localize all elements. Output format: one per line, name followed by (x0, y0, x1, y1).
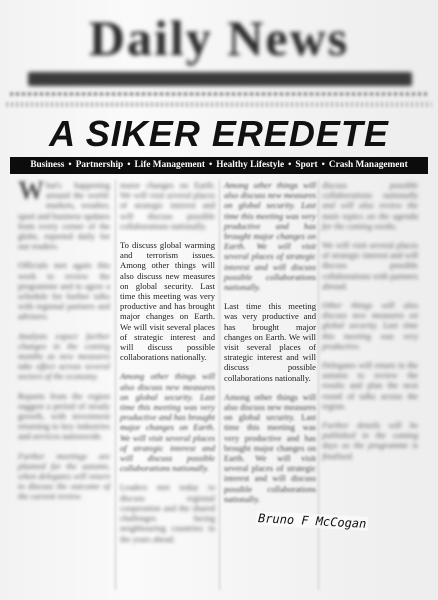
column-2-paragraph: To discuss global warming and terrorism issues. Among other things will also discuss new measures on global security. Last time this meeting was very productive and has brought major changes on Earth. We will visit several places of strategic interest and will discuss possible collaborations nationally. (120, 240, 215, 363)
category-item: Crash Management (328, 160, 408, 170)
category-item: Life Management (134, 160, 205, 170)
category-item: Partnership (75, 160, 124, 170)
headline: A SIKER EREDETE (49, 113, 389, 154)
signature: Bruno F McCogan (257, 511, 367, 531)
category-separator: • (127, 160, 131, 170)
column-3-paragraph-top: Among other things will also discuss new measures on global security. Last time this meeting was very productive and has brought major changes on Earth. We will visit several places of strategic interest and will discuss possible collaborations nationally. (224, 180, 316, 293)
column-3-paragraph: Last time this meeting was very productive and has brought major changes on Earth. We will visit several places of strategic interest and will discuss possible collaborations nationally. (224, 301, 316, 383)
column-2-paragraph-italic: Among other things will also discuss new measures on global security. Last time this meeting was very productive and has brought major changes on Earth. We will visit several places of strategic interest and will discuss possible collaborations nationally. (120, 371, 215, 474)
masthead-bar (28, 72, 412, 86)
category-separator: • (321, 160, 325, 170)
category-separator: • (208, 160, 213, 170)
column-2: maior changes on Earth. We will visit several places of strategic interest and will discuss possible collaborations nationally. To discuss global warming and terrorism issues. Among other things will also discuss new measures on global security. Last time this meeting was very productive and has brought major changes on Earth. We will visit several places of strategic interest and will discuss possible collaborations nationally. Among other things will also discuss new measures on global security. Last time this meeting was very productive and has brought major changes on Earth. We will visit several places of strategic interest and will discuss possible collaborations nationally. Leaders met today to discuss regional cooperation and the shared challenges facing neighbouring countries in the years ahead. (120, 180, 215, 544)
category-item: Sport (295, 160, 318, 170)
column-gutter (318, 180, 319, 590)
category-separator: • (288, 160, 292, 170)
column-3-paragraph-lower: Among other things will also discuss new measures on global security. Last time this meeting was very productive and has brought major changes on Earth. We will visit several places of strategic interest and will discuss possible collaborations nationally. (224, 391, 316, 504)
masthead-word-news: News (227, 10, 350, 66)
column-gutter (115, 180, 116, 590)
column-gutter (219, 180, 220, 590)
column-4-blurred: discuss possible collaborations nationally and will also review the main topics on the agenda for the coming weeks. We will visit several places of strategic interest and will discuss possible collaborations with partners abroad. Other things will also discuss new measures on global security. Last time this meeting was very productive. Delegates will return in the autumn to review the results and plan the next round of talks across the region. Further details will be published in the coming days as the programme is finalised. (322, 180, 418, 461)
masthead-rule (10, 92, 428, 96)
column-1-blurred: What's happening around the world: markets, weather, sport and business updates from every corner of the globe, reported daily for our readers. Officials met again this week to review the programme and to agree a schedule for further talks with regional partners and advisers. Analysts expect further changes in the coming months as new measures take effect across several sectors of the economy. Reports from the region suggest a period of steady growth, with investment returning to key industries and services nationwide. Further meetings are planned for the autumn, when delegates will return to discuss the outcome of the current review. (18, 176, 110, 502)
category-item: Business (30, 160, 65, 170)
masthead-title (0, 8, 438, 68)
column-3 (224, 180, 316, 513)
category-bar (10, 157, 428, 174)
masthead-rule-lower (6, 102, 432, 107)
masthead-word-daily: Daily (88, 10, 213, 66)
category-item: Healthy Lifestyle (216, 160, 285, 170)
category-separator: • (68, 160, 72, 170)
